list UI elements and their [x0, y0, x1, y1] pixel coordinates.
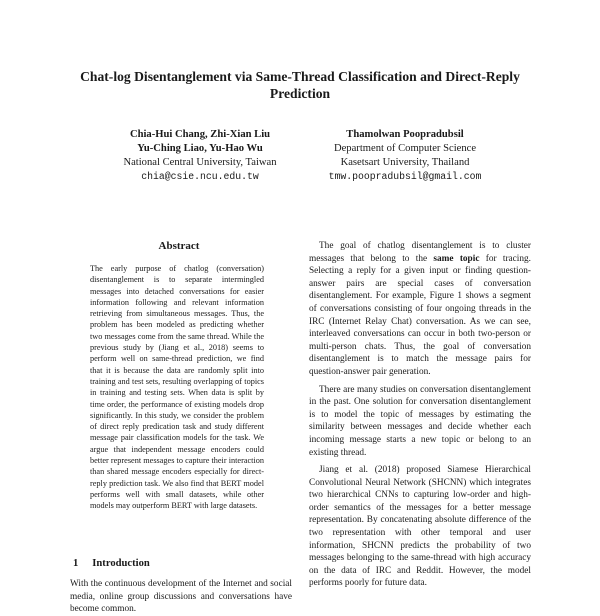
abstract-heading: Abstract [158, 240, 200, 252]
paper-title: Chat-log Disentanglement via Same-Thread Classification and Direct-Reply Prediction [80, 69, 520, 101]
paragraph-goal-end: for tracing. Selecting a reply for a given input or finding question-answer pairs are special cases of conversation disentanglement. For example, Figure 1 shows a segment of conversations consisting of four ongoing threads in the IRC (Internet Relay Chat) conversation. As we can see, interleaved conversations can occur in both two-person or multi-person chats. Thus, the goal of conversation disentanglement is to match the message pairs for question-answer pair generation. [309, 253, 532, 377]
emphasis-same-topic: same topic [433, 253, 480, 264]
paragraph-prior-studies: There are many studies on conversation disentanglement in the past. One solution for conversation disentanglement is to model the topic of messages by estimating the similarity between messages and decide whether each incoming message starts a new topic or belong to an existing thread. [309, 384, 531, 458]
author-affiliation-left: National Central University, Taiwan [123, 157, 277, 168]
author-department-right: Department of Computer Science [333, 143, 477, 154]
section-number: 1 [73, 558, 79, 569]
author-email-left: chia@csie.ncu.edu.tw [141, 171, 259, 182]
author-name-right: Thamolwan Poopradubsil [346, 129, 464, 140]
section-heading-introduction [73, 558, 293, 569]
paragraph-goal-start: The goal of chatlog disentanglement is to cluster messages that belong to the [309, 241, 531, 264]
author-names-line-2: Yu-Ching Liao, Yu-Hao Wu [137, 143, 263, 154]
section-title: Introduction [92, 558, 150, 569]
right-column-body [309, 240, 531, 600]
author-names-line-1: Chia-Hui Chang, Zhi-Xian Liu [129, 129, 271, 140]
introduction-body: With the continuous development of the Internet and social media, online group discussions and conversations have become common. [70, 579, 292, 615]
author-block-right [300, 128, 510, 184]
author-affiliation-right: Kasetsart University, Thailand [340, 157, 470, 168]
author-block-left [100, 128, 300, 184]
paragraph-goal [309, 240, 531, 379]
paragraph-shcnn: Jiang et al. (2018) proposed Siamese Hierarchical Convolutional Neural Network (SHCNN) which integrates two hierarchical CNNs to capturing low-order and high-order semantics of the messages for a better message representation. By concatenating absolute difference of the two representation with other temporal and user information, SHCNN predicts the probability of two messages belonging to the same-thread with high accuracy on the data of IRC and Reddit. However, the model performs poorly for future data. [309, 465, 531, 589]
author-email-right: tmw.poopradubsil@gmail.com [328, 171, 482, 182]
abstract-body: The early purpose of chatlog (conversation) disentanglement is to separate intermingled messages into detached conversations for easier information following and relevant information retrieving from simultaneous messages. Thus, the problem has been modeled as predicting whether two messages come from the same thread. While the previous study by (Jiang et al., 2018) seems to perform well on same-thread prediction, we find that it is because the data are randomly split into training and test sets, resulting overlapping of topics in training and testing sets. When data is split by time order, the performance of existing models drop significantly. In this study, we consider the problem of direct reply predication task and study different message pair classification models for the task. We argue that independent message encoders could better represent messages to capture their interaction than shared message encoders especially for direct-reply prediction task. We also find that BERT model performs well with small datasets, while other models may outperform BERT with large datasets. [90, 264, 264, 511]
